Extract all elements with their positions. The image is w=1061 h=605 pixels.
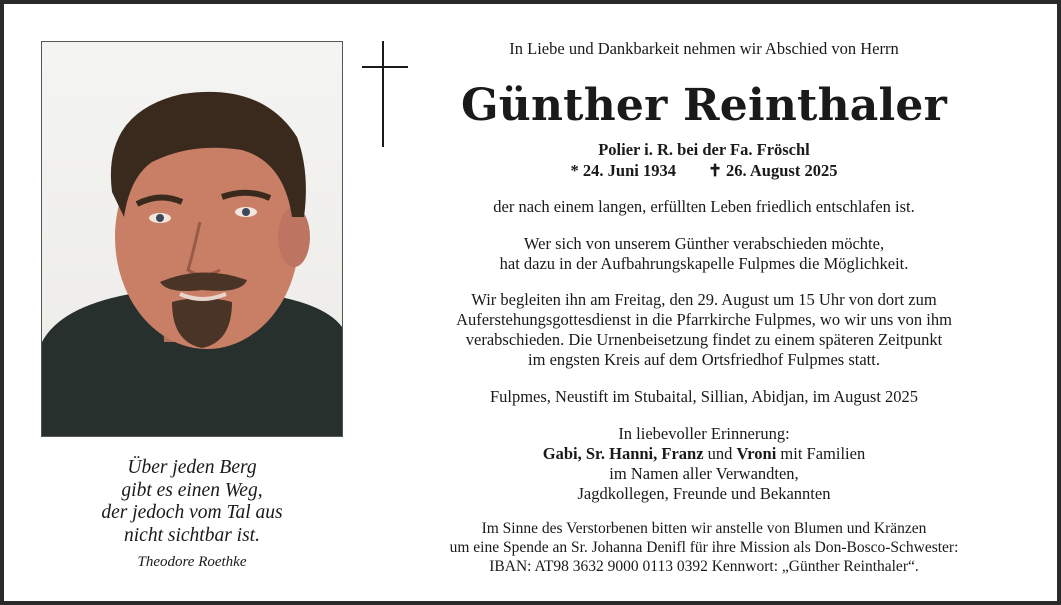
text-line: Wer sich von unserem Günther verabschieden möchte,	[523, 234, 885, 253]
text-line: Fulpmes, Neustift im Stubaital, Sillian, Abidjan, im August 2025	[489, 387, 919, 406]
portrait-photo	[41, 41, 343, 437]
funeral-text	[404, 290, 1004, 370]
text-line: um eine Spende an Sr. Johanna Denifl für ihre Mission als Don-Bosco-Schwester:	[449, 539, 959, 556]
memory-block	[404, 424, 1004, 504]
text-line: verabschieden. Die Urnenbeisetzung findet zu einem späteren Zeitpunkt	[465, 330, 943, 349]
text-line: Im Sinne des Verstorbenen bitten wir anstelle von Blumen und Kränzen	[481, 520, 927, 537]
text-line: hat dazu in der Aufbahrungskapelle Fulpmes die Möglichkeit.	[499, 254, 909, 273]
mourner-name: Vroni	[736, 444, 777, 463]
text-line: Auferstehungsgottesdienst in die Pfarrkirche Fulpmes, wo wir uns von ihm	[456, 310, 952, 329]
text-line: im engsten Kreis auf dem Ortsfriedhof Fulpmes statt.	[528, 350, 880, 369]
quote-line: gibt es einen Weg,	[121, 479, 263, 501]
portrait-illustration	[42, 42, 342, 436]
intro-line: In Liebe und Dankbarkeit nehmen wir Abschied von Herrn	[509, 39, 899, 58]
birth-date: * 24. Juni 1934	[570, 161, 676, 180]
memorial-quote	[41, 457, 343, 571]
quote-line: Über jeden Berg	[127, 457, 257, 478]
text-line: Jagdkollegen, Freunde und Bekannten	[577, 484, 831, 503]
quote-author: Theodore Roethke	[137, 554, 247, 570]
text-line: IBAN: AT98 3632 9000 0113 0392 Kennwort: „Günther Reinthaler“.	[489, 558, 919, 575]
memory-heading: In liebevoller Erinnerung:	[618, 424, 790, 443]
text-line: der nach einem langen, erfüllten Leben friedlich entschlafen ist.	[493, 197, 915, 216]
death-date: ✝ 26. August 2025	[708, 161, 838, 180]
viewing-text	[404, 234, 1004, 274]
text-line: Wir begleiten ihn am Freitag, den 29. August um 15 Uhr von dort zum	[471, 290, 937, 309]
mourners-line	[404, 444, 1004, 464]
mourner-names: Gabi, Sr. Hanni, Franz	[542, 444, 704, 463]
passing-text	[404, 197, 1004, 217]
connector: und	[703, 444, 737, 463]
place-date	[404, 387, 1004, 407]
text-line: im Namen aller Verwandten,	[609, 464, 799, 483]
life-dates	[404, 161, 1004, 181]
occupation: Polier i. R. bei der Fa. Fröschl	[598, 140, 810, 159]
quote-line: der jedoch vom Tal aus	[101, 502, 283, 523]
deceased-name: Günther Reinthaler	[461, 80, 947, 131]
quote-line: nicht sichtbar ist.	[124, 524, 260, 546]
donation-text	[404, 519, 1004, 576]
connector: mit Familien	[776, 444, 866, 463]
